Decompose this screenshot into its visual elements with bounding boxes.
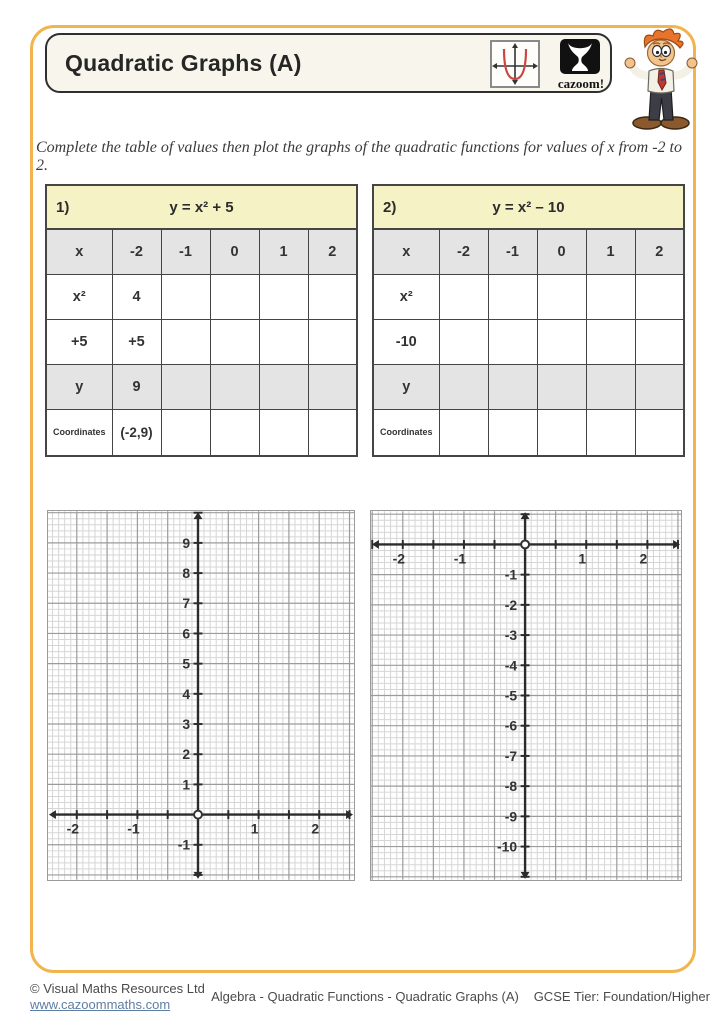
table-cell: (-2,9) [112,409,161,456]
table-cell [537,364,586,409]
axis-tick-label: 5 [182,655,191,672]
question-number: 2) [383,199,397,216]
table-row [46,319,357,364]
table-cell [635,364,684,409]
table-cell [586,319,635,364]
table-cell: -1 [161,229,210,274]
table-title-row [46,185,357,229]
axis-tick-label: -1 [127,820,140,837]
table-cell [439,364,488,409]
graph-grid-2 [370,510,682,881]
axis-tick-label: 3 [182,715,191,732]
table-cell [259,409,308,456]
table-cell [210,274,259,319]
axis-tick-label: 2 [639,550,648,567]
axis-tick-label: 2 [182,746,191,763]
table-row [46,409,357,456]
table-cell [537,274,586,319]
table-cell [586,409,635,456]
table-cell [308,319,357,364]
axis-tick-label: -2 [504,596,518,613]
table-cell [488,364,537,409]
parabola-graph-icon [490,40,540,88]
table-cell [259,319,308,364]
table-cell [308,274,357,319]
row-label: x [46,229,112,274]
footer-left [30,981,205,1013]
table-cell [635,319,684,364]
axis-tick-label: 6 [182,625,191,642]
table-title-row [373,185,684,229]
axis-tick-label: 2 [311,820,320,837]
table-cell [210,364,259,409]
table-cell [586,364,635,409]
table-cell [259,364,308,409]
table-cell: +5 [112,319,161,364]
table-cell [439,319,488,364]
table-cell [488,274,537,319]
table-cell: 9 [112,364,161,409]
table-cell: 4 [112,274,161,319]
footer-topic-text: Algebra - Quadratic Functions - Quadratic Graphs (A) [211,989,519,1004]
axis-tick-label: -6 [504,717,518,734]
table-cell [161,409,210,456]
row-label: Coordinates [46,409,112,456]
row-label: x² [373,274,439,319]
row-label: y [373,364,439,409]
brand-wordmark: cazoom! [557,76,605,91]
axis-tick-label: -4 [504,657,518,674]
axis-tick-label: 1 [182,776,191,793]
footer-tier-text: GCSE Tier: Foundation/Higher [533,989,710,1004]
header-box [45,33,612,93]
table-cell [210,409,259,456]
table-row [46,229,357,274]
table-row [373,229,684,274]
axis-tick-label: -5 [504,687,518,704]
table-cell: -1 [488,229,537,274]
row-label: +5 [46,319,112,364]
cazoom-logo-mark [550,39,610,75]
row-label: y [46,364,112,409]
axis-tick-label: 7 [182,595,191,612]
row-label: -10 [373,319,439,364]
table-cell [210,319,259,364]
table-cell: -2 [112,229,161,274]
page-title: Quadratic Graphs (A) [65,50,302,76]
table-cell [439,274,488,319]
table-cell [488,319,537,364]
equation-label: y = x² + 5 [169,198,234,216]
website-link[interactable]: www.cazoommaths.com [30,997,171,1012]
row-label: x [373,229,439,274]
table-cell [635,274,684,319]
origin-marker [521,540,529,548]
table-cell: 2 [635,229,684,274]
row-label: Coordinates [373,409,439,456]
table-cell [537,319,586,364]
values-table-1 [45,184,358,457]
graph-grid-1 [47,510,355,881]
axis-tick-label: -1 [504,566,518,583]
question-number: 1) [56,199,70,216]
axis-tick-label: -10 [497,838,518,855]
axis-tick-label: 9 [182,534,191,551]
table-row [373,274,684,319]
copyright-text: © Visual Maths Resources Ltd [30,981,205,996]
table-row [46,274,357,319]
table-cell [537,409,586,456]
axis-tick-label: 1 [578,550,587,567]
axis-tick-label: 8 [182,565,191,582]
table-cell: 1 [586,229,635,274]
table-row [46,364,357,409]
table-cell [308,409,357,456]
axis-tick-label: -3 [504,627,518,644]
table-cell [259,274,308,319]
instruction-text: Complete the table of values then plot the graphs of the quadratic functions for values of x from -2 to 2. [36,139,682,174]
axis-tick-label: -2 [392,550,406,567]
table-cell [439,409,488,456]
table-cell: 2 [308,229,357,274]
axis-tick-label: 4 [182,685,191,702]
table-cell: -2 [439,229,488,274]
axis-tick-label: -7 [504,747,518,764]
cazoom-logo [550,39,610,91]
axis-tick-label: -1 [177,836,191,853]
table-cell [161,364,210,409]
table-cell [586,274,635,319]
table-cell [161,274,210,319]
table-row [373,319,684,364]
table-row [373,364,684,409]
table-row [373,409,684,456]
values-table-2 [372,184,685,457]
table-cell [488,409,537,456]
table-cell: 1 [259,229,308,274]
axis-tick-label: 1 [250,820,259,837]
origin-marker [194,811,202,819]
axis-tick-label: -9 [504,808,518,825]
table-cell [635,409,684,456]
table-cell: 0 [537,229,586,274]
table-cell [308,364,357,409]
axis-tick-label: -8 [504,778,518,795]
axis-tick-label: -1 [453,550,467,567]
equation-label: y = x² – 10 [492,198,565,216]
table-cell [161,319,210,364]
axis-tick-label: -2 [66,820,79,837]
row-label: x² [46,274,112,319]
mascot-character [616,26,708,130]
table-cell: 0 [210,229,259,274]
